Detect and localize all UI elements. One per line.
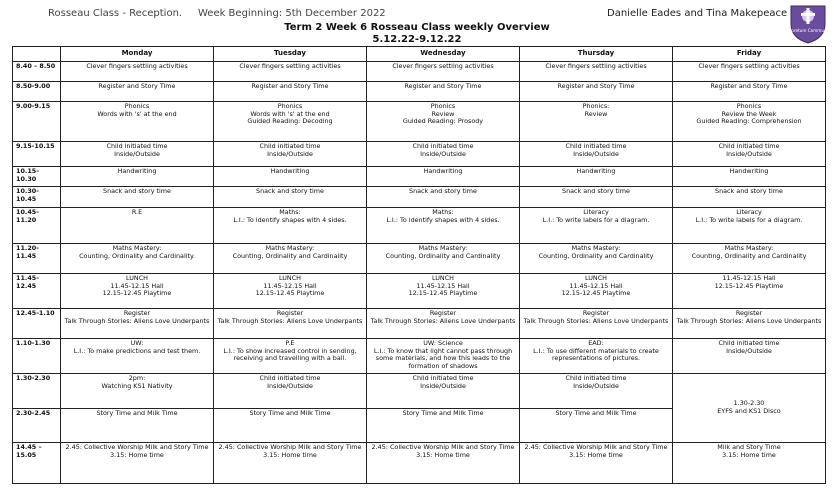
- activity-line: Guided Reading: Comprehension: [696, 117, 802, 126]
- activity-line: Words with 's' at the end: [250, 109, 330, 118]
- activity-line: L.I.: To identify shapes with 4 sides.: [233, 215, 347, 224]
- activity-cell-thursday: [520, 339, 673, 374]
- activity-line: Literacy: [583, 208, 609, 216]
- activity-line: Handwriting: [729, 167, 769, 175]
- table-row: [13, 274, 826, 309]
- activity-line: Talk Through Stories: Aliens Love Underpants: [676, 316, 822, 325]
- activity-line: 3.15: Home time: [263, 450, 317, 459]
- activity-line: Inside/Outside: [726, 346, 772, 355]
- activity-line: 2.45: Collective Worship Milk and Story Time: [218, 443, 362, 451]
- table-row: [13, 309, 826, 339]
- activity-line: Child initiated time: [718, 142, 780, 150]
- activity-cell-wednesday: [367, 274, 520, 309]
- activity-line: Child initiated time: [565, 142, 627, 150]
- time-slot: 9.00-9.15: [13, 102, 61, 142]
- activity-line: 12.15-12.45 Playtime: [102, 289, 172, 298]
- activity-line: Story Time and Milk Time: [96, 409, 178, 417]
- activity-line: 3.15: Home time: [416, 450, 470, 459]
- activity-line: LUNCH: [279, 274, 301, 282]
- activity-cell-wednesday: [367, 374, 520, 409]
- activity-cell-friday: [673, 167, 826, 187]
- activity-cell-friday: [673, 62, 826, 82]
- activity-line: Review: [431, 109, 455, 118]
- activity-cell-tuesday: [214, 443, 367, 484]
- activity-cell-monday: [61, 187, 214, 208]
- school-logo: [784, 2, 832, 44]
- activity-line: Inside/Outside: [420, 149, 466, 158]
- activity-line: EAD:: [588, 339, 604, 347]
- activity-cell-monday: [61, 339, 214, 374]
- activity-line: Clever fingers settling activities: [698, 62, 800, 70]
- timetable-header-row: [13, 47, 826, 62]
- activity-cell-tuesday: [214, 102, 367, 142]
- activity-cell-tuesday: [214, 208, 367, 244]
- activity-line: Guided Reading: Decoding: [247, 117, 333, 126]
- activity-line: Counting, Ordinality and Cardinality: [232, 251, 348, 260]
- col-header-time: [13, 47, 61, 62]
- activity-cell-wednesday: [367, 102, 520, 142]
- activity-line: Clever fingers settling activities: [239, 62, 341, 70]
- activity-cell-friday: [673, 309, 826, 339]
- activity-line: L.I.: To use different materials to create representations of pictures.: [533, 346, 659, 363]
- time-slot: 8.40 – 8.50: [13, 62, 61, 82]
- activity-line: Register: [429, 309, 457, 317]
- activity-line: Clever fingers settling activities: [392, 62, 494, 70]
- activity-line: Register and Story Time: [710, 82, 788, 90]
- activity-cell-friday: [673, 142, 826, 167]
- activity-line: UW:: [130, 339, 144, 347]
- activity-line: Talk Through Stories: Aliens Love Underpants: [64, 316, 210, 325]
- page-title: Term 2 Week 6 Rosseau Class weekly Overview: [284, 22, 550, 33]
- activity-line: L.I.: To make predictions and test them.: [73, 346, 201, 355]
- activity-line: UW: Science: [423, 339, 463, 347]
- activity-line: 2.45: Collective Worship Milk and Story Time: [65, 443, 209, 451]
- activity-line: Inside/Outside: [726, 149, 772, 158]
- page-dates: 5.12.22-9.12.22: [372, 34, 462, 45]
- table-row: [13, 208, 826, 244]
- activity-cell-monday: [61, 409, 214, 443]
- activity-line: L.I.: To show increased control in sending, receiving and travelling with a ball.: [223, 346, 357, 363]
- activity-line: Review: [584, 109, 608, 118]
- activity-line: Talk Through Stories: Aliens Love Underpants: [217, 316, 363, 325]
- activity-line: Child initiated time: [259, 374, 321, 382]
- activity-cell-friday: [673, 443, 826, 484]
- activity-cell-wednesday: [367, 167, 520, 187]
- table-row: [13, 374, 826, 409]
- activity-line: Snack and story time: [409, 187, 477, 195]
- activity-line: Inside/Outside: [573, 149, 619, 158]
- table-row: [13, 244, 826, 274]
- activity-cell-thursday: [520, 82, 673, 102]
- activity-line: Words with 's' at the end: [97, 109, 177, 118]
- activity-cell-monday: [61, 82, 214, 102]
- activity-line: Maths Mastery:: [265, 244, 315, 252]
- activity-cell-monday: [61, 142, 214, 167]
- activity-line: Talk Through Stories: Aliens Love Underpants: [370, 316, 516, 325]
- activity-line: Literacy: [736, 208, 762, 216]
- activity-line: Review the Week: [721, 109, 777, 118]
- activity-line: Register: [276, 309, 304, 317]
- activity-cell-thursday: [520, 62, 673, 82]
- activity-line: Phonics: [124, 102, 150, 110]
- activity-cell-friday: [673, 187, 826, 208]
- activity-cell-wednesday: [367, 409, 520, 443]
- activity-line: Register: [735, 309, 763, 317]
- activity-cell-thursday: [520, 167, 673, 187]
- activity-cell-thursday: [520, 309, 673, 339]
- activity-cell-tuesday: [214, 339, 367, 374]
- activity-line: Handwriting: [423, 167, 463, 175]
- activity-line: Register and Story Time: [251, 82, 329, 90]
- activity-line: L.I.: To identify shapes with 4 sides.: [386, 215, 500, 224]
- table-row: [13, 102, 826, 142]
- activity-line: Child initiated time: [412, 142, 474, 150]
- activity-cell-wednesday: [367, 339, 520, 374]
- activity-line: 2.45: Collective Worship Milk and Story Time: [524, 443, 668, 451]
- table-row: [13, 62, 826, 82]
- activity-cell-monday: [61, 102, 214, 142]
- activity-line: Milk and Story Time: [717, 443, 781, 451]
- activity-line: Handwriting: [117, 167, 157, 175]
- activity-line: Handwriting: [270, 167, 310, 175]
- activity-line: Maths:: [279, 208, 301, 216]
- activity-line: P.E: [285, 339, 295, 347]
- activity-line: Register and Story Time: [98, 82, 176, 90]
- activity-line: 11.45-12.15 Hall: [722, 274, 776, 282]
- table-row: [13, 82, 826, 102]
- activity-line: Clever fingers settling activities: [545, 62, 647, 70]
- activity-line: Child initiated time: [718, 339, 780, 347]
- table-row: [13, 443, 826, 484]
- activity-line: Register and Story Time: [557, 82, 635, 90]
- activity-line: 12.15-12.45 Playtime: [561, 289, 631, 298]
- activity-line: 3.15: Home time: [110, 450, 164, 459]
- activity-line: Snack and story time: [715, 187, 783, 195]
- activity-line: LUNCH: [126, 274, 148, 282]
- activity-line: L.I.: To know that light cannot pass through some materials, and how this leads to the formation of shadows: [373, 346, 513, 370]
- activity-line: 12.15-12.45 Playtime: [714, 281, 784, 290]
- activity-cell-tuesday: [214, 187, 367, 208]
- activity-line: Counting, Ordinality and Cardinality: [538, 251, 654, 260]
- activity-cell-friday: [673, 82, 826, 102]
- time-slot: 14.45 – 15.05: [13, 443, 61, 484]
- time-slot: 8.50-9.00: [13, 82, 61, 102]
- activity-cell-wednesday: [367, 443, 520, 484]
- activity-line: 11.45-12.15 Hall: [416, 281, 470, 290]
- col-header-wednesday: Wednesday: [367, 47, 520, 62]
- activity-line: Story Time and Milk Time: [249, 409, 331, 417]
- activity-cell-friday: [673, 102, 826, 142]
- activity-cell-wednesday: [367, 208, 520, 244]
- time-slot: 2.30-2.45: [13, 409, 61, 443]
- activity-cell-thursday: [520, 244, 673, 274]
- activity-cell-monday: [61, 62, 214, 82]
- activity-line: LUNCH: [432, 274, 454, 282]
- activity-cell-monday: [61, 374, 214, 409]
- activity-cell-wednesday: [367, 62, 520, 82]
- activity-line: Maths Mastery:: [724, 244, 774, 252]
- activity-line: 2pm:: [128, 374, 146, 382]
- activity-line: 3.15: Home time: [569, 450, 623, 459]
- activity-line: Child initiated time: [259, 142, 321, 150]
- activity-cell-monday: [61, 244, 214, 274]
- activity-cell-tuesday: [214, 274, 367, 309]
- activity-line: L.I.: To write labels for a diagram.: [695, 215, 803, 224]
- activity-line: Story Time and Milk Time: [402, 409, 484, 417]
- activity-line: Counting, Ordinality and Cardinality: [691, 251, 807, 260]
- activity-cell-tuesday: [214, 62, 367, 82]
- activity-line: Inside/Outside: [267, 149, 313, 158]
- activity-cell-wednesday: [367, 82, 520, 102]
- activity-line: Guided Reading: Prosody: [402, 117, 484, 126]
- activity-cell-monday: [61, 167, 214, 187]
- activity-line: Inside/Outside: [420, 381, 466, 390]
- activity-line: 11.45-12.15 Hall: [569, 281, 623, 290]
- activity-cell-wednesday: [367, 244, 520, 274]
- activity-cell-friday: [673, 374, 826, 443]
- activity-line: Phonics:: [582, 102, 610, 110]
- table-row: [13, 142, 826, 167]
- activity-line: Maths Mastery:: [112, 244, 162, 252]
- activity-line: Counting, Ordinality and Cardinality: [385, 251, 501, 260]
- table-row: [13, 339, 826, 374]
- time-slot: 12.45-1.10: [13, 309, 61, 339]
- activity-line: R.E: [131, 208, 143, 216]
- activity-line: Handwriting: [576, 167, 616, 175]
- activity-cell-tuesday: [214, 309, 367, 339]
- activity-cell-tuesday: [214, 409, 367, 443]
- activity-line: 3.15: Home time: [722, 450, 776, 459]
- activity-line: Talk Through Stories: Aliens Love Underpants: [523, 316, 669, 325]
- col-header-monday: Monday: [61, 47, 214, 62]
- col-header-friday: Friday: [673, 47, 826, 62]
- activity-line: Snack and story time: [256, 187, 324, 195]
- activity-line: Phonics: [277, 102, 303, 110]
- header-class-week: Rosseau Class - Reception. Week Beginning: 5th December 2022: [48, 8, 386, 19]
- activity-cell-tuesday: [214, 82, 367, 102]
- activity-line: 11.45-12.15 Hall: [110, 281, 164, 290]
- col-header-tuesday: Tuesday: [214, 47, 367, 62]
- activity-cell-thursday: [520, 409, 673, 443]
- activity-line: LUNCH: [585, 274, 607, 282]
- activity-line: Snack and story time: [562, 187, 630, 195]
- activity-line: Phonics: [430, 102, 456, 110]
- activity-cell-friday: [673, 244, 826, 274]
- activity-line: Phonics: [736, 102, 762, 110]
- activity-line: Register and Story Time: [404, 82, 482, 90]
- activity-cell-monday: [61, 208, 214, 244]
- time-slot: 10.15-10.30: [13, 167, 61, 187]
- table-row: [13, 167, 826, 187]
- activity-cell-tuesday: [214, 374, 367, 409]
- time-slot: 11.20-11.45: [13, 244, 61, 274]
- activity-line: Inside/Outside: [267, 381, 313, 390]
- activity-line: Inside/Outside: [114, 149, 160, 158]
- activity-line: Register: [123, 309, 151, 317]
- activity-cell-thursday: [520, 187, 673, 208]
- activity-cell-monday: [61, 443, 214, 484]
- activity-cell-wednesday: [367, 309, 520, 339]
- activity-cell-friday: [673, 274, 826, 309]
- activity-line: Child initiated time: [106, 142, 168, 150]
- activity-line: Snack and story time: [103, 187, 171, 195]
- activity-cell-friday: [673, 339, 826, 374]
- activity-cell-thursday: [520, 142, 673, 167]
- activity-cell-thursday: [520, 102, 673, 142]
- activity-line: 12.15-12.45 Playtime: [408, 289, 478, 298]
- weekly-timetable: [12, 46, 826, 484]
- col-header-thursday: Thursday: [520, 47, 673, 62]
- activity-line: 1.30-2.30: [733, 399, 765, 408]
- activity-cell-thursday: [520, 374, 673, 409]
- activity-line: 2.45: Collective Worship Milk and Story Time: [371, 443, 515, 451]
- time-slot: 11.45-12.45: [13, 274, 61, 309]
- activity-line: Maths:: [432, 208, 454, 216]
- activity-cell-monday: [61, 309, 214, 339]
- activity-cell-tuesday: [214, 244, 367, 274]
- activity-cell-thursday: [520, 208, 673, 244]
- time-slot: 1.10-1.30: [13, 339, 61, 374]
- activity-line: Child initiated time: [565, 374, 627, 382]
- activity-cell-thursday: [520, 274, 673, 309]
- header-title-block: [0, 22, 834, 46]
- activity-line: Maths Mastery:: [418, 244, 468, 252]
- activity-line: Story Time and Milk Time: [555, 409, 637, 417]
- time-slot: 9.15-10.15: [13, 142, 61, 167]
- activity-cell-monday: [61, 274, 214, 309]
- time-slot: 10.30-10.45: [13, 187, 61, 208]
- activity-line: Maths Mastery:: [571, 244, 621, 252]
- activity-line: Counting, Ordinality and Cardinality.: [79, 251, 195, 260]
- activity-cell-tuesday: [214, 142, 367, 167]
- activity-cell-friday: [673, 208, 826, 244]
- activity-line: L.I.: To write labels for a diagram.: [542, 215, 650, 224]
- activity-cell-wednesday: [367, 187, 520, 208]
- header-teachers: Danielle Eades and Tina Makepeace: [607, 8, 788, 19]
- logo-text: Arboretum Community: [784, 28, 832, 33]
- table-row: [13, 187, 826, 208]
- activity-cell-tuesday: [214, 167, 367, 187]
- time-slot: 10.45-11.20: [13, 208, 61, 244]
- activity-line: Register: [582, 309, 610, 317]
- activity-line: EYFS and KS1 Disco: [717, 407, 781, 415]
- time-slot: 1.30-2.30: [13, 374, 61, 409]
- activity-line: 12.15-12.45 Playtime: [255, 289, 325, 298]
- activity-line: Child initiated time: [412, 374, 474, 382]
- activity-cell-wednesday: [367, 142, 520, 167]
- activity-line: 11.45-12.15 Hall: [263, 281, 317, 290]
- activity-line: Watching KS1 Nativity: [101, 381, 173, 390]
- activity-line: Clever fingers settling activities: [86, 62, 188, 70]
- activity-line: Inside/Outside: [573, 381, 619, 390]
- activity-cell-thursday: [520, 443, 673, 484]
